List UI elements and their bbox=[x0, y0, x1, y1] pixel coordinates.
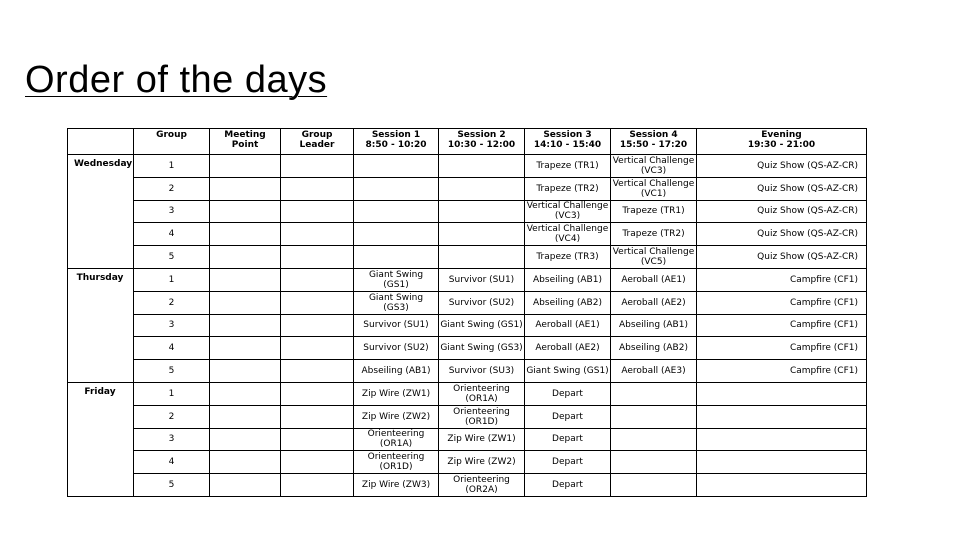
group-leader-cell bbox=[281, 200, 354, 223]
session2-cell: Survivor (SU1) bbox=[439, 268, 525, 291]
table-row bbox=[68, 474, 867, 497]
group-leader-cell bbox=[281, 360, 354, 383]
table-row bbox=[68, 268, 867, 291]
column-header bbox=[68, 129, 134, 155]
column-header: Group Leader bbox=[281, 129, 354, 155]
column-header: Session 1 8:50 - 10:20 bbox=[354, 129, 439, 155]
meeting-point-cell bbox=[210, 337, 281, 360]
session4-cell: Trapeze (TR2) bbox=[611, 223, 697, 246]
session4-cell: Vertical Challenge (VC3) bbox=[611, 155, 697, 178]
session2-cell: Survivor (SU2) bbox=[439, 291, 525, 314]
table-row bbox=[68, 200, 867, 223]
meeting-point-cell bbox=[210, 223, 281, 246]
session1-cell: Orienteering (OR1A) bbox=[354, 428, 439, 451]
group-cell: 4 bbox=[134, 223, 210, 246]
group-leader-cell bbox=[281, 451, 354, 474]
table-row bbox=[68, 291, 867, 314]
session4-cell: Vertical Challenge (VC5) bbox=[611, 246, 697, 269]
session4-cell bbox=[611, 474, 697, 497]
session3-cell: Vertical Challenge (VC3) bbox=[525, 200, 611, 223]
session2-cell: Zip Wire (ZW2) bbox=[439, 451, 525, 474]
session1-cell bbox=[354, 246, 439, 269]
column-header: Group bbox=[134, 129, 210, 155]
evening-cell: Campfire (CF1) bbox=[697, 360, 867, 383]
session4-cell: Abseiling (AB1) bbox=[611, 314, 697, 337]
session2-cell bbox=[439, 223, 525, 246]
group-cell: 4 bbox=[134, 451, 210, 474]
group-cell: 3 bbox=[134, 314, 210, 337]
session3-cell: Trapeze (TR2) bbox=[525, 177, 611, 200]
evening-cell bbox=[697, 405, 867, 428]
session2-cell: Giant Swing (GS3) bbox=[439, 337, 525, 360]
session2-cell bbox=[439, 246, 525, 269]
group-cell: 5 bbox=[134, 474, 210, 497]
session3-cell: Abseiling (AB1) bbox=[525, 268, 611, 291]
meeting-point-cell bbox=[210, 382, 281, 405]
meeting-point-cell bbox=[210, 405, 281, 428]
session3-cell: Giant Swing (GS1) bbox=[525, 360, 611, 383]
table-row bbox=[68, 337, 867, 360]
session1-cell: Orienteering (OR1D) bbox=[354, 451, 439, 474]
table-row bbox=[68, 177, 867, 200]
session4-cell: Trapeze (TR1) bbox=[611, 200, 697, 223]
group-cell: 2 bbox=[134, 291, 210, 314]
session4-cell bbox=[611, 451, 697, 474]
evening-cell: Campfire (CF1) bbox=[697, 337, 867, 360]
meeting-point-cell bbox=[210, 200, 281, 223]
session1-cell: Zip Wire (ZW2) bbox=[354, 405, 439, 428]
evening-cell: Campfire (CF1) bbox=[697, 291, 867, 314]
day-label: Thursday bbox=[68, 268, 134, 382]
session3-cell: Abseiling (AB2) bbox=[525, 291, 611, 314]
session1-cell bbox=[354, 200, 439, 223]
group-cell: 1 bbox=[134, 382, 210, 405]
table-row bbox=[68, 246, 867, 269]
evening-cell bbox=[697, 451, 867, 474]
header-row bbox=[68, 129, 867, 155]
session3-cell: Trapeze (TR1) bbox=[525, 155, 611, 178]
group-leader-cell bbox=[281, 291, 354, 314]
session4-cell: Abseiling (AB2) bbox=[611, 337, 697, 360]
table-row bbox=[68, 223, 867, 246]
schedule-body bbox=[68, 155, 867, 497]
session1-cell bbox=[354, 155, 439, 178]
group-cell: 2 bbox=[134, 177, 210, 200]
group-cell: 4 bbox=[134, 337, 210, 360]
meeting-point-cell bbox=[210, 314, 281, 337]
session3-cell: Depart bbox=[525, 405, 611, 428]
column-header: Session 4 15:50 - 17:20 bbox=[611, 129, 697, 155]
evening-cell: Campfire (CF1) bbox=[697, 268, 867, 291]
session4-cell bbox=[611, 405, 697, 428]
evening-cell: Quiz Show (QS-AZ-CR) bbox=[697, 200, 867, 223]
evening-cell bbox=[697, 382, 867, 405]
session3-cell: Depart bbox=[525, 474, 611, 497]
group-leader-cell bbox=[281, 246, 354, 269]
day-label: Friday bbox=[68, 382, 134, 496]
group-cell: 3 bbox=[134, 200, 210, 223]
session2-cell bbox=[439, 155, 525, 178]
evening-cell: Quiz Show (QS-AZ-CR) bbox=[697, 155, 867, 178]
session4-cell bbox=[611, 428, 697, 451]
session1-cell bbox=[354, 177, 439, 200]
evening-cell: Quiz Show (QS-AZ-CR) bbox=[697, 246, 867, 269]
session3-cell: Vertical Challenge (VC4) bbox=[525, 223, 611, 246]
session1-cell: Survivor (SU1) bbox=[354, 314, 439, 337]
session2-cell: Giant Swing (GS1) bbox=[439, 314, 525, 337]
evening-cell bbox=[697, 428, 867, 451]
session1-cell: Survivor (SU2) bbox=[354, 337, 439, 360]
group-cell: 1 bbox=[134, 268, 210, 291]
meeting-point-cell bbox=[210, 268, 281, 291]
session1-cell: Abseiling (AB1) bbox=[354, 360, 439, 383]
meeting-point-cell bbox=[210, 177, 281, 200]
group-cell: 2 bbox=[134, 405, 210, 428]
table-row bbox=[68, 155, 867, 178]
table-row bbox=[68, 405, 867, 428]
session2-cell: Zip Wire (ZW1) bbox=[439, 428, 525, 451]
column-header: Evening 19:30 - 21:00 bbox=[697, 129, 867, 155]
session2-cell bbox=[439, 177, 525, 200]
session3-cell: Trapeze (TR3) bbox=[525, 246, 611, 269]
meeting-point-cell bbox=[210, 246, 281, 269]
group-leader-cell bbox=[281, 268, 354, 291]
evening-cell bbox=[697, 474, 867, 497]
meeting-point-cell bbox=[210, 428, 281, 451]
schedule-table bbox=[67, 128, 867, 497]
session2-cell: Orienteering (OR1D) bbox=[439, 405, 525, 428]
group-cell: 3 bbox=[134, 428, 210, 451]
session4-cell: Aeroball (AE3) bbox=[611, 360, 697, 383]
day-label: Wednesday bbox=[68, 155, 134, 269]
group-cell: 5 bbox=[134, 246, 210, 269]
session3-cell: Aeroball (AE1) bbox=[525, 314, 611, 337]
evening-cell: Quiz Show (QS-AZ-CR) bbox=[697, 177, 867, 200]
table-row bbox=[68, 451, 867, 474]
table-row bbox=[68, 428, 867, 451]
group-leader-cell bbox=[281, 428, 354, 451]
group-leader-cell bbox=[281, 405, 354, 428]
evening-cell: Campfire (CF1) bbox=[697, 314, 867, 337]
session2-cell: Survivor (SU3) bbox=[439, 360, 525, 383]
session4-cell: Aeroball (AE2) bbox=[611, 291, 697, 314]
session4-cell: Aeroball (AE1) bbox=[611, 268, 697, 291]
session3-cell: Depart bbox=[525, 428, 611, 451]
column-header: Meeting Point bbox=[210, 129, 281, 155]
meeting-point-cell bbox=[210, 360, 281, 383]
session3-cell: Depart bbox=[525, 382, 611, 405]
group-leader-cell bbox=[281, 382, 354, 405]
session1-cell: Giant Swing (GS3) bbox=[354, 291, 439, 314]
meeting-point-cell bbox=[210, 155, 281, 178]
session1-cell: Giant Swing (GS1) bbox=[354, 268, 439, 291]
meeting-point-cell bbox=[210, 474, 281, 497]
group-cell: 1 bbox=[134, 155, 210, 178]
session1-cell: Zip Wire (ZW3) bbox=[354, 474, 439, 497]
session4-cell: Vertical Challenge (VC1) bbox=[611, 177, 697, 200]
group-leader-cell bbox=[281, 155, 354, 178]
group-leader-cell bbox=[281, 474, 354, 497]
session3-cell: Aeroball (AE2) bbox=[525, 337, 611, 360]
meeting-point-cell bbox=[210, 291, 281, 314]
session2-cell bbox=[439, 200, 525, 223]
meeting-point-cell bbox=[210, 451, 281, 474]
group-leader-cell bbox=[281, 177, 354, 200]
session1-cell: Zip Wire (ZW1) bbox=[354, 382, 439, 405]
group-cell: 5 bbox=[134, 360, 210, 383]
column-header: Session 3 14:10 - 15:40 bbox=[525, 129, 611, 155]
session4-cell bbox=[611, 382, 697, 405]
table-row bbox=[68, 382, 867, 405]
table-row bbox=[68, 360, 867, 383]
session2-cell: Orienteering (OR1A) bbox=[439, 382, 525, 405]
evening-cell: Quiz Show (QS-AZ-CR) bbox=[697, 223, 867, 246]
group-leader-cell bbox=[281, 223, 354, 246]
session3-cell: Depart bbox=[525, 451, 611, 474]
session2-cell: Orienteering (OR2A) bbox=[439, 474, 525, 497]
column-header: Session 2 10:30 - 12:00 bbox=[439, 129, 525, 155]
group-leader-cell bbox=[281, 314, 354, 337]
session1-cell bbox=[354, 223, 439, 246]
group-leader-cell bbox=[281, 337, 354, 360]
slide-title: Order of the days bbox=[25, 59, 328, 101]
table-row bbox=[68, 314, 867, 337]
